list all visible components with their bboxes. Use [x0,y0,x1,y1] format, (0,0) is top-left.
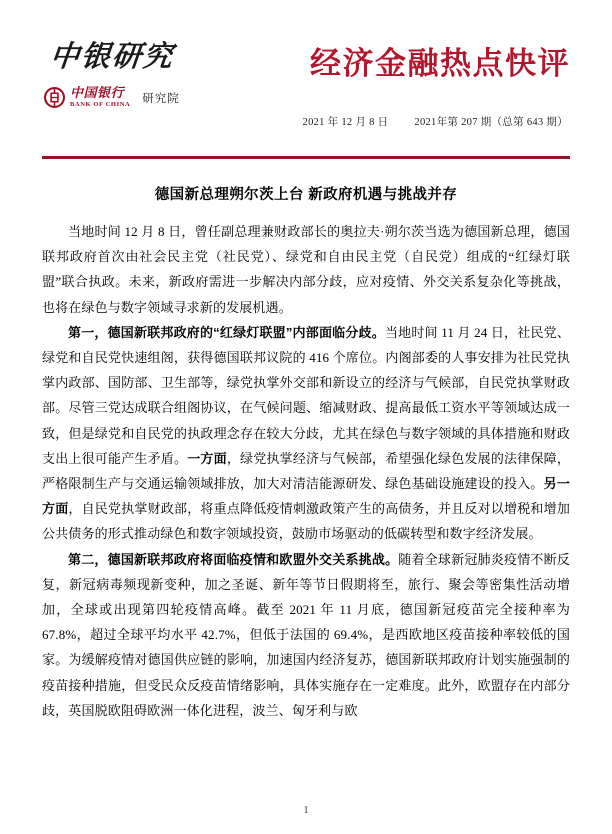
text-run: ，绿党执掌经济与气候部，希望强化绿色发展的法律保障，严格限制生产与交通运输领域排放，加大对清洁能源研发、绿色基础设施建设的投入。 [42,450,571,491]
text-run: 当地时间 12 月 8 日，曾任副总理兼财政部长的奥拉夫·朔尔茨当选为德国新总理，德国联邦政府首次由社会民主党（社民党）、绿党和自由民主党（自民党）组成的“红绿灯联盟”联合执政。未来，新政府需进一步解决内部分歧，应对疫情、外交关系复杂化等挑战，也将在绿色与数字领域寻求新的发展机遇。 [42,223,570,315]
article-body [42,219,570,723]
bank-of-china-logo-icon [44,87,65,108]
text-run: 当地时间 11 月 24 日，社民党、绿党和自民党快速组阁，获得德国联邦议院的 416 个席位。内阁部委的人事安排为社民党执掌内政部、国防部、卫生部等，绿党执掌外交部和新设立的经济与气候部，自民党执掌财政部。尽管三党达成联合组阁协议，在气候问题、缩减财政、提高最低工资水平等领域达成一致，但是绿党和自民党的执政理念存在较大分歧，尤其在绿色与数字领域的具体措施和财政支出上很可能产生矛盾。 [42,324,570,466]
bank-name-cn: 中国银行 [70,84,125,100]
publication-date: 2021 年 12 月 8 日 [302,117,389,128]
document-page [0,42,612,834]
page-title: 德国新总理朔尔茨上台 新政府机遇与挑战并存 [154,186,458,203]
paragraph [42,320,570,547]
emphasis-run: 另一方面 [42,475,570,517]
bank-name-en: BANK OF CHINA [70,100,131,108]
paragraph [42,547,570,723]
publication-title: 经济金融热点快评 [310,46,570,81]
bank-of-china-identity [44,86,292,108]
masthead [42,42,570,150]
text-run: ，自民党执掌财政部，将重点降低疫情刺激政策产生的高债务，并且反对以增税和增加公共债务的形式推动绿色和数字领域投资，鼓励市场驱动的低碳转型和数字经济发展。 [42,501,570,542]
institute-label: 研究院 [142,93,180,106]
brand-block [42,42,292,108]
publication-issue: 2021年第 207 期（总第 643 期） [414,117,568,128]
emphasis-run: 第一，德国新联邦政府的“红绿灯联盟”内部面临分歧。 [68,324,385,340]
brand-script-logo: 中银研究 [48,41,176,73]
text-run: 随着全球新冠肺炎疫情不断反复，新冠病毒频现新变种，加之圣诞、新年等节日假期将至，旅行、聚会等密集性活动增加，全球或出现第四轮疫情高峰。截至 2021 年 11 月底，德国新冠疫苗完全接种率为 67.8%，超过全球平均水平 42.7%，但低于法国的 69.4%，是西欧地区疫苗接种率较低的国家。为缓解疫情对德国供应链的影响，加速国内经济复苏，德国新联邦政府计划实施强制的疫苗接种措施，但受民众反疫苗情绪影响，具体实施存在一定难度。此外，欧盟存在内部分歧，英国脱欧阻碍欧洲一体化进程，波兰、匈牙利与欧 [42,551,570,718]
page-number: 1 [303,805,309,816]
publication-meta [303,114,568,129]
emphasis-run: 第二，德国新联邦政府将面临疫情和欧盟外交关系挑战。 [68,551,399,567]
emphasis-run: 一方面 [187,450,227,466]
paragraph [42,219,570,320]
bank-name-block [70,86,130,108]
header-divider [42,156,570,159]
